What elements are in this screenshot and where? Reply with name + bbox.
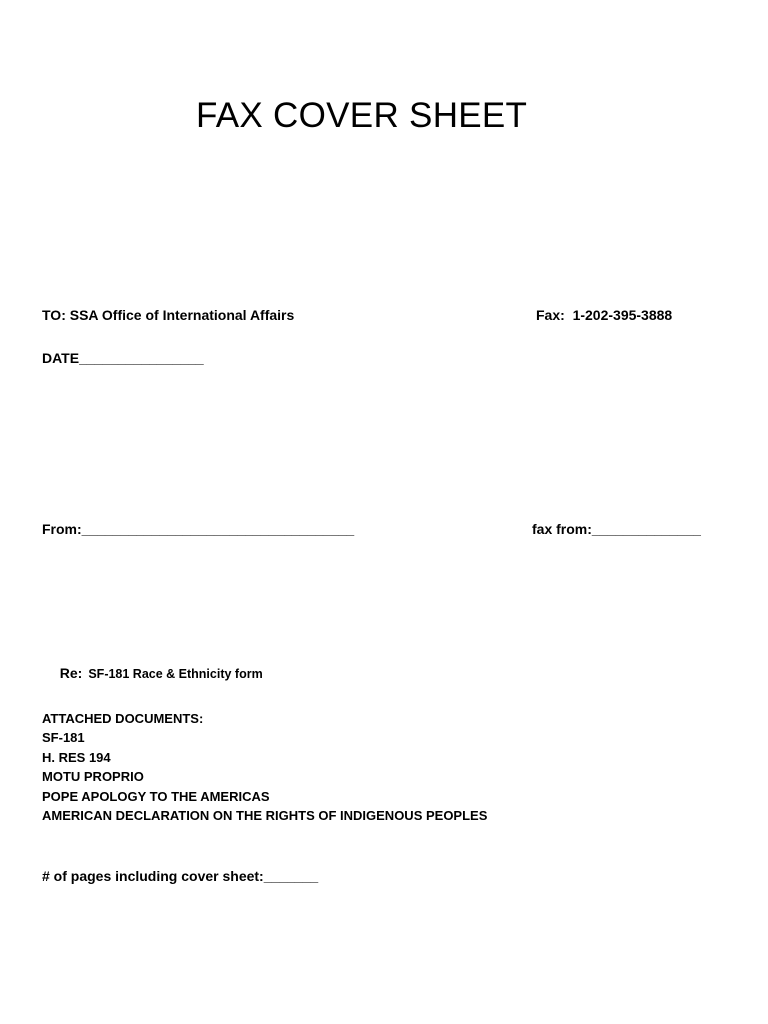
attached-documents-heading: ATTACHED DOCUMENTS:: [42, 711, 204, 726]
attached-documents-list: [42, 709, 487, 825]
page-count-field: # of pages including cover sheet:_______: [42, 868, 319, 884]
re-label: Re:: [59, 665, 83, 681]
re-line: [42, 650, 263, 698]
list-item: AMERICAN DECLARATION ON THE RIGHTS OF INDIGENOUS PEOPLES: [42, 808, 488, 824]
from-field: From:___________________________________: [42, 521, 355, 537]
fax-from-field: fax from:______________: [532, 521, 701, 537]
list-item: POPE APOLOGY TO THE AMERICAS: [42, 788, 270, 804]
list-item: SF-181: [42, 730, 85, 746]
fax-number-line: Fax: 1-202-395-3888: [536, 307, 673, 323]
list-item: H. RES 194: [42, 749, 111, 765]
re-value: SF-181 Race & Ethnicity form: [88, 667, 263, 681]
date-field: DATE________________: [42, 350, 204, 366]
to-line: TO: SSA Office of International Affairs: [42, 307, 295, 323]
list-item: MOTU PROPRIO: [42, 769, 144, 785]
page-title: FAX COVER SHEET: [196, 96, 528, 135]
